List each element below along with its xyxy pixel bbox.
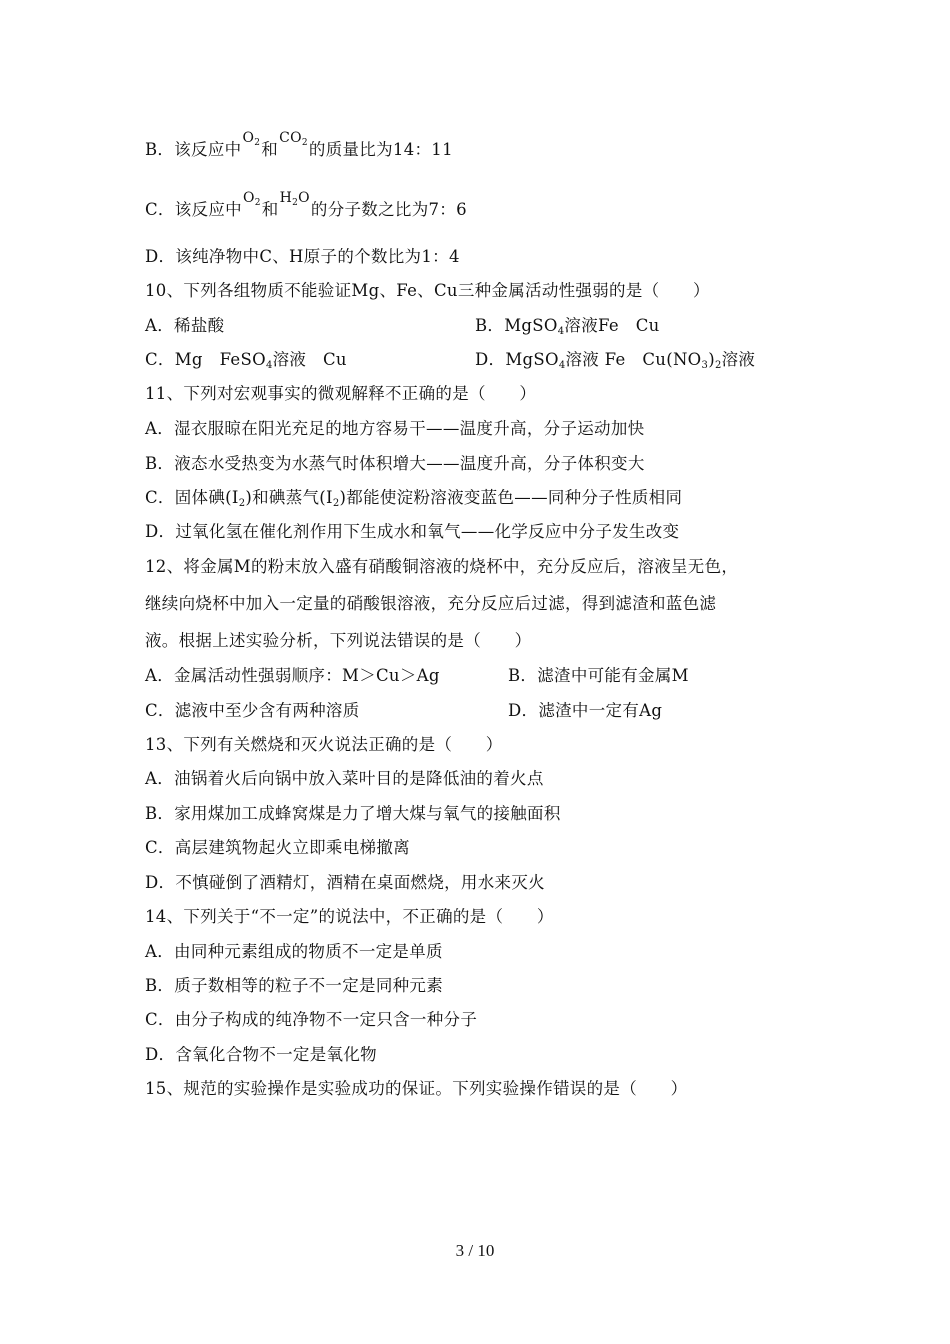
q11-option-a: A．湿衣服晾在阳光充足的地方容易干——温度升高，分子运动加快 — [145, 419, 645, 438]
formula-co2: $CO_2$ — [279, 130, 308, 148]
q13-option-d: D．不慎碰倒了酒精灯，酒精在桌面燃烧，用水来灭火 — [145, 873, 545, 892]
q15-stem: 15、规范的实验操作是实验成功的保证。下列实验操作错误的是（ ） — [145, 1079, 688, 1098]
q10-option-a: A．稀盐酸 — [145, 316, 225, 335]
q11-option-b: B．液态水受热变为水蒸气时体积增大——温度升高，分子体积变大 — [145, 454, 645, 473]
q10-option-b: B．MgSO$_4$溶液Fe Cu — [475, 316, 660, 337]
q12-stem-line3: 液。根据上述实验分析，下列说法错误的是（ ） — [145, 631, 532, 650]
q12-option-b: B．滤渣中可能有金属M — [508, 666, 689, 685]
q12-stem-line1: 12、将金属M的粉末放入盛有硝酸铜溶液的烧杯中，充分反应后，溶液呈无色， — [145, 557, 739, 576]
q12-option-a: A．金属活动性强弱顺序：M＞Cu＞Ag — [145, 666, 440, 685]
q13-option-a: A．油锅着火后向锅中放入菜叶目的是降低油的着火点 — [145, 769, 544, 788]
q11-option-c: C．固体碘$(I_2)$和碘蒸气$(I_2)$都能使淀粉溶液变蓝色——同种分子性质相同 — [145, 488, 683, 509]
formula-o2: $O_2$ — [242, 190, 261, 208]
q13-option-b: B．家用煤加工成蜂窝煤是力了增大煤与氧气的接触面积 — [145, 804, 561, 823]
q10-option-c: C．Mg FeSO$_4$溶液 Cu — [145, 350, 347, 371]
q9-option-d: D．该纯净物中C、H原子的个数比为1：4 — [145, 247, 460, 266]
q9-option-b: B．该反应中$O_2$和$CO_2$的质量比为14：11 — [145, 130, 453, 159]
q11-stem: 11、下列对宏观事实的微观解释不正确的是（ ） — [145, 384, 537, 403]
q14-option-b: B．质子数相等的粒子不一定是同种元素 — [145, 976, 444, 995]
q10-stem: 10、下列各组物质不能验证Mg、Fe、Cu三种金属活动性强弱的是（ ） — [145, 281, 710, 300]
q13-option-c: C．高层建筑物起火立即乘电梯撤离 — [145, 838, 410, 857]
q12-stem-line2: 继续向烧杯中加入一定量的硝酸银溶液，充分反应后过滤，得到滤渣和蓝色滤 — [145, 594, 717, 613]
page-number: 3 / 10 — [455, 1241, 495, 1260]
q11-option-d: D．过氧化氢在催化剂作用下生成水和氧气——化学反应中分子发生改变 — [145, 522, 680, 541]
q14-option-c: C．由分子构成的纯净物不一定只含一种分子 — [145, 1010, 478, 1029]
q14-option-a: A．由同种元素组成的物质不一定是单质 — [145, 942, 443, 961]
q10-option-d: D．MgSO$_4$溶液 Fe $Cu(NO_3)_2$溶液 — [475, 350, 756, 371]
formula-h2o: $H_2O$ — [279, 190, 310, 208]
q12-option-d: D．滤渣中一定有Ag — [508, 701, 663, 720]
q13-stem: 13、下列有关燃烧和灭火说法正确的是（ ） — [145, 735, 503, 754]
q14-stem: 14、下列关于“不一定”的说法中，不正确的是（ ） — [145, 907, 554, 926]
q12-option-c: C．滤液中至少含有两种溶质 — [145, 701, 360, 720]
formula-o2: $O_2$ — [242, 130, 261, 148]
q14-option-d: D．含氧化合物不一定是氧化物 — [145, 1045, 377, 1064]
q9-option-c: C．该反应中$O_2$和$H_2O$的分子数之比为7：6 — [145, 190, 467, 219]
